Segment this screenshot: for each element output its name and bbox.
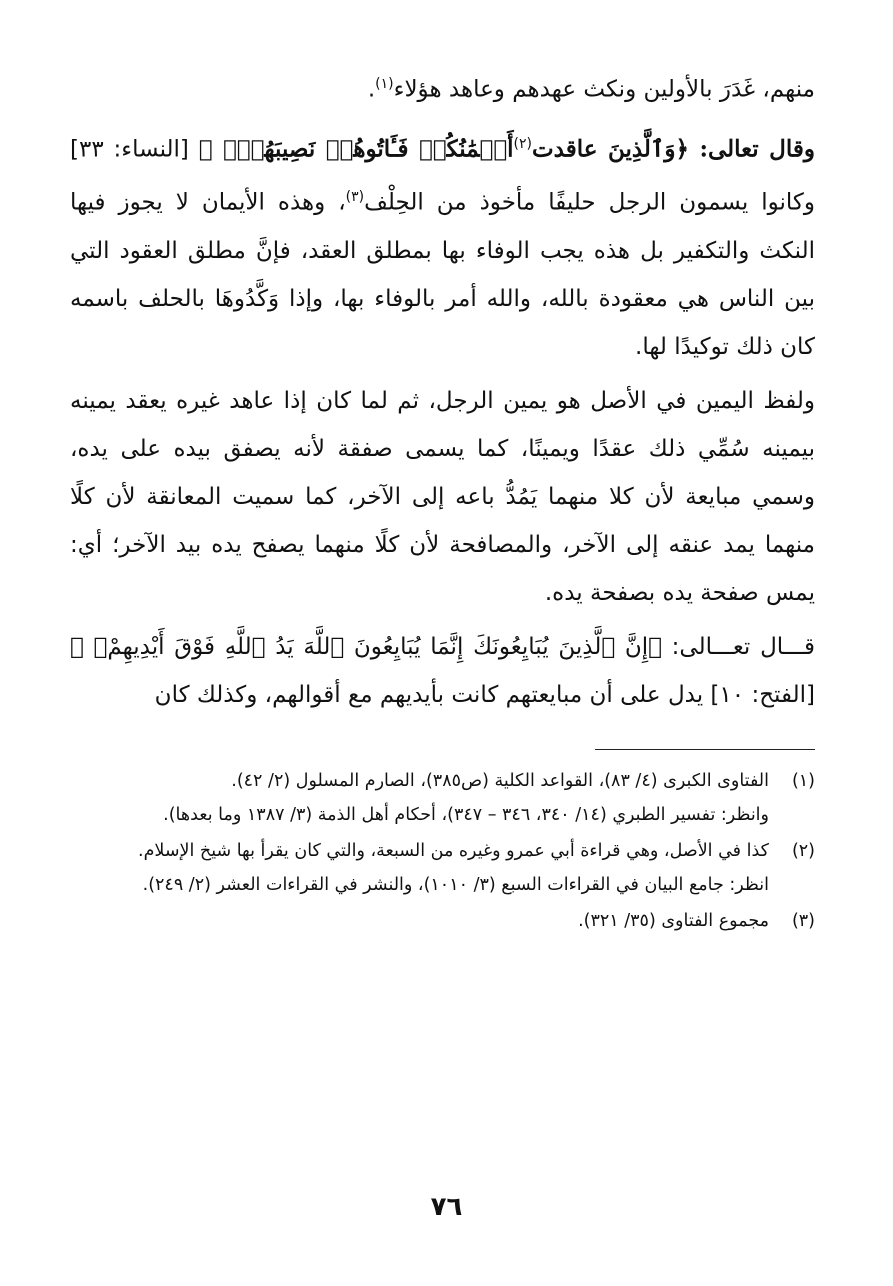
footnote-ref-2: (٢) (513, 135, 532, 152)
quran-verse-start: وقال تعالى: ﴿وَٱلَّذِينَ عاقدت (532, 135, 815, 163)
paragraph-3: ولفظ اليمين في الأصل هو يمين الرجل، ثم لما كان إذا عاهد غيره يعقد يمينه بيمينه سُمِّي ذلك عقدًا ويمينًا، كما يسمى صفقة لأنه يصفق بيده على يده، وسمي مبايعة لأن كلا منهما يَمُدُّ باعه إلى الآخر، كما سميت المعانقة لأن كلًا منهما يمد عنقه إلى الآخر، والمصافحة لأن كلًا منهما يصفح يده بيد الآخر؛ أي: يمس صفحة يده بصفحة يده. (70, 387, 815, 606)
footnote-ref-3: (٣) (345, 189, 365, 206)
footnote-divider (595, 749, 815, 750)
paragraph-1-end: . (367, 76, 376, 103)
footnote (70, 764, 815, 832)
footnote-ref-1: (١) (375, 76, 394, 92)
footnote-line: مجموع الفتاوى (٣٥/ ٣٢١). (578, 910, 769, 931)
paragraph-4: قـــال تعـــالى: ﴿إِنَّ ٱلَّذِينَ يُبَايِعُونَكَ إِنَّمَا يُبَايِعُونَ ٱللَّهَ يَدُ ٱللَّهِ فَوْقَ أَيْدِيهِمْۚ ﴾ [الفتح: ١٠] يدل على أن مبايعتهم كانت بأيديهم مع أقوالهم، وكذلك كان (70, 633, 815, 708)
footnote-line: وانظر: تفسير الطبري (١٤/ ٣٤٠، ٣٤٦ – ٣٤٧)، أحكام أهل الذمة (٣/ ١٣٨٧ وما بعدها). (163, 804, 769, 825)
footnote-number: (٣) (791, 910, 815, 931)
footnote-line: الفتاوى الكبرى (٤/ ٨٣)، القواعد الكلية (ص٣٨٥)، الصارم المسلول (٢/ ٤٢). (231, 770, 769, 791)
page-number: ٧٦ (430, 1192, 463, 1222)
footnote-line: كذا في الأصل، وهي قراءة أبي عمرو وغيره من السبعة، والتي كان يقرأ بها شيخ الإسلام. (138, 840, 769, 861)
main-text (70, 60, 815, 719)
paragraph-2 (70, 120, 815, 371)
page-content (70, 60, 815, 940)
footnote (70, 834, 815, 902)
footnotes (70, 764, 815, 938)
footnote (70, 904, 815, 938)
paragraph-1 (70, 60, 815, 114)
footnote-line: انظر: جامع البيان في القراءات السبع (٣/ ١٠١٠)، والنشر في القراءات العشر (٢/ ٢٤٩). (142, 874, 769, 895)
paragraph-2-tail: ، وهذه الأيمان لا يجوز فيها النكث والتكفير بل هذه يجب الوفاء بها بمطلق العقد، فإنَّ مطلق العقود التي بين الناس هي معقودة بالله، والله أمر بالوفاء بها، وإذا وَكَّدُوهَا بالحلف باسمه كان ذلك توكيدًا لها. (70, 189, 815, 360)
paragraph-2-text: [النساء: ٣٣] وكانوا يسمون الرجل حليفًا مأخوذ من الحِلْف (70, 136, 815, 216)
quran-verse: أَيۡمَٰنُكُمۡ فَـَٔاتُوهُمۡ نَصِيبَهُمۡۚ ﴾ (198, 135, 514, 163)
footnote-number: (٢) (791, 840, 815, 861)
paragraph-1-text: منهم، غَدَرَ بالأولين ونكث عهدهم وعاهد هؤلاء (393, 76, 815, 103)
footnote-number: (١) (791, 770, 815, 791)
